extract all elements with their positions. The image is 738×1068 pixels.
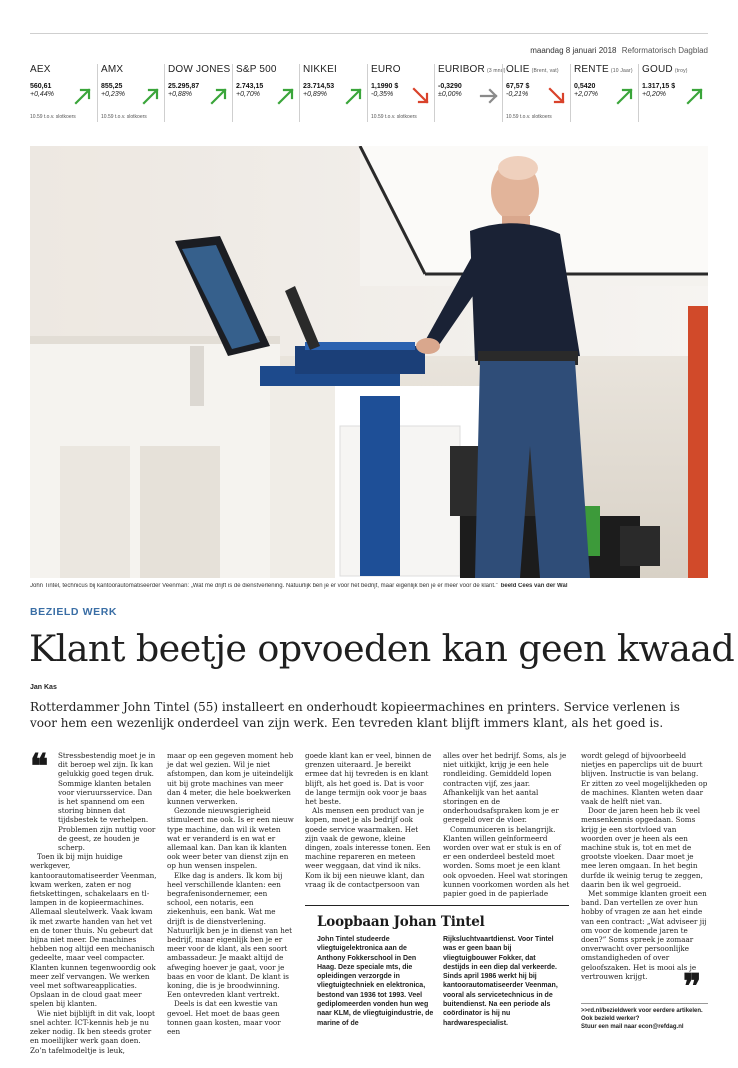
ticker-value: 0,5420	[574, 83, 596, 90]
headline: Klant beetje opvoeden kan geen kwaad	[29, 627, 735, 670]
paragraph: maar op een gegeven moment heb je dat wel gezien. Wil je niet afstompen, dan kom je uiteindelijk uit bij grote machines van meer dan 4 meter, die hele boekwerken kunnen verwerken.	[167, 751, 294, 807]
ticker-item	[638, 64, 708, 122]
ticker-change: +0,88%	[168, 91, 192, 98]
issue-date: maandag 8 januari 2018	[530, 46, 617, 55]
ticker-subtitle: (3 mnd)	[486, 68, 506, 74]
ticker-name-text: RENTE	[574, 64, 609, 75]
byline: Jan Kas	[30, 684, 57, 691]
ticker-item	[30, 64, 97, 122]
ticker-name-text: DOW JONES	[168, 64, 231, 75]
ticker-item	[367, 64, 434, 122]
paragraph: Stressbestendig moet je in dit beroep wel zijn. Ik kan gelukkig goed tegen druk. Sommige klanten betalen voor vieruursservice. Dan is het spannend om een storing binnen dat tijdsbestek te verhelpen. Problemen zijn nuttig voor de geest, ze houden je scherp.	[58, 751, 156, 853]
ticker-name	[236, 64, 279, 75]
paragraph: Gezonde nieuwsgierigheid stimuleert me ook. Is er een nieuw type machine, dan wil ik weten wat er veranderd is en wat er allemaal kan. Dan kan ik klanten ook weer beter van dienst zijn en op hun wensen inspelen.	[167, 806, 294, 871]
ticker-value: 23.714,53	[303, 83, 335, 90]
ticker-name	[101, 64, 125, 75]
arrow-up-icon	[615, 86, 635, 106]
ticker-name-text: OLIE	[506, 64, 530, 75]
paragraph: Met sommige klanten groeit een band. Dan vertellen ze over hun hobby of vragen ze aan het einde van een contract: „Wat adviseer jij om voor de komende jaren te doen?” Soms spreek je zomaar onverwacht over persoonlijke omstandigheden of over geloofszaken. Het is mooi als je vertrouwen krijgt.	[581, 889, 707, 981]
ticker-note: 10.59 t.o.v. slotkoers	[506, 114, 552, 120]
quote-close-icon: ❞	[683, 967, 702, 1007]
ticker-change: +0,70%	[236, 91, 260, 98]
footer-email[interactable]: Stuur een mail naar econ@refdag.nl	[581, 1024, 684, 1030]
paragraph: Wie niet bijblijft in dit vak, loopt snel achter. ICT-kennis heb je nu zeker nodig. Ik ben steeds groter en moeilijker werk gaan doen. Zo’n tafelmodeltje is leuk,	[30, 1008, 155, 1055]
top-rule	[30, 33, 708, 34]
article-column-2	[167, 751, 294, 1036]
ticker-value: 1,1990 $	[371, 83, 399, 90]
ticker-change: ±0,00%	[438, 91, 462, 98]
career-box-text-right: Rijksluchtvaartdienst. Voor Tintel was er geen baan bij vliegtuigbouwer Fokker, dat destijds in een diep dal verkeerde. Sinds april 1986 werkt hij bij kantoorautomatiseerder Veenman, vooral als servicetechnicus in de buitendienst. Na een periode als coördinator is hij nu hardwarespecialist.	[443, 936, 558, 1027]
paragraph: Door de jaren heen heb ik veel mensenkennis opgedaan. Soms krijg je een stortvloed van woorden over je heen als een machine stuk is, tot en met de grootste vloeken. Daar moet je mee leren omgaan. In het begin durfde ik weinig terug te zeggen, daarin ben ik wel gegroeid.	[581, 806, 703, 889]
ticker-item	[232, 64, 299, 122]
ticker-note: 10.59 t.o.v. slotkoers	[371, 114, 417, 120]
ticker-item	[97, 64, 164, 122]
ticker-name	[438, 64, 506, 75]
photo-credit: beeld Cees van der Wal	[500, 583, 568, 589]
ticker-name-text: AEX	[30, 64, 51, 75]
photo-caption	[30, 583, 708, 589]
ticker-name-text: S&P 500	[236, 64, 277, 75]
ticker-change: +2,07%	[574, 91, 598, 98]
career-box-text-left: John Tintel studeerde vliegtuigelektronica aan de Anthony Fokkerschool in Den Haag. Deze speciale mts, die opleidingen verzorgde in vliegtuigtechniek en elektronica, bestond van 1936 tot 1993. Veel gediplomeerden vonden hun weg naar KLM, de vliegtuigindustrie, de marine of de	[317, 936, 434, 1027]
article-intro: Rotterdammer John Tintel (55) installeert en onderhoudt kopieermachines en printers. Service verlenen is voor hem een wezenlijk onderdeel van zijn werk. Een tevreden klant blijft immers klant, als het goed is.	[30, 700, 680, 730]
paragraph: alles over het bedrijf. Soms, als je niet uitkijkt, krijg je een hele rondleiding. Gemiddeld lopen contracten vijf, zes jaar. Afhankelijk van het aantal storingen en de onderhoudsafspraken kom je er geregeld over de vloer.	[443, 751, 567, 825]
ticker-name-text: AMX	[101, 64, 124, 75]
caption-text: John Tintel, technicus bij kantoorautomatiseerder Veenman: „Wat me drijft is de dienstverlening. Natuurlijk ben je er voor het bedrijf, maar eigenlijk ben je er meer voor de klant.”	[30, 583, 498, 589]
arrow-down-icon	[547, 86, 567, 106]
ticker-item	[570, 64, 638, 122]
paragraph: Deels is dat een kwestie van gevoel. Het moet de baas geen tonnen gaan kosten, maar voor een	[167, 999, 281, 1037]
ticker-name	[506, 64, 559, 75]
ticker-value: 25.295,87	[168, 83, 200, 90]
ticker-value: 2.743,15	[236, 83, 264, 90]
ticker-change: +0,20%	[642, 91, 666, 98]
arrow-up-icon	[685, 86, 705, 106]
arrow-up-icon	[209, 86, 229, 106]
arrow-up-icon	[73, 86, 93, 106]
ticker-note: 10.59 t.o.v. slotkoers	[101, 114, 147, 120]
ticker-subtitle: (troy)	[674, 68, 688, 74]
paragraph: Communiceren is belangrijk. Klanten willen geïnformeerd worden over wat er stuk is en of er een onderdeel besteld moet worden. Soms moet je een klant ook opvoeden. Heel wat storingen kunnen voorkomen worden als het papier goed in de papierlade	[443, 824, 570, 899]
article-footer	[581, 1003, 708, 1031]
dateline	[530, 46, 708, 55]
ticker-subtitle: (Brent, vat)	[531, 68, 559, 74]
technician-at-copier-image	[30, 146, 708, 578]
section-rubric: BEZIELD WERK	[30, 606, 118, 618]
article-column-1	[30, 747, 157, 1055]
ticker-value: 67,57 $	[506, 83, 530, 90]
ticker-name-text: EURIBOR	[438, 64, 485, 75]
paragraph: goede klant kan er veel, binnen de grenzen uiteraard. Je bereikt ermee dat hij tevreden is en klant blijft, als het goed is. Dat is voor de lange termijn ook voor je baas het beste.	[305, 751, 432, 807]
paragraph: Elke dag is anders. Ik kom bij heel verschillende klanten: een begrafenisondernemer, een school, een notaris, een ziekenhuis, een bank. Wat me drijft is de dienstverlening. Natuurlijk ben je in dienst van het bedrijf, maar eigenlijk ben je er meer voor de klant, als een soort ambassadeur. Je maakt altijd de afweging hoever je gaat, voor je baas en voor de klant. De klant is koning, die is je broodwinning. Een ontevreden klant vertrekt.	[167, 870, 293, 1000]
ticker-note: 10.59 t.o.v. slotkoers	[30, 114, 76, 120]
ticker-change: +0,44%	[30, 91, 54, 98]
ticker-value: 1.317,15 $	[642, 83, 676, 90]
ticker-subtitle: (10 Jaar)	[610, 68, 633, 74]
career-box	[305, 905, 569, 1027]
ticker-name-text: EURO	[371, 64, 401, 75]
arrow-up-icon	[276, 86, 296, 106]
ticker-item	[502, 64, 570, 122]
footer-link[interactable]: >>rd.nl/bezieldwerk voor eerdere artikelen. Ook bezield werker?	[581, 1008, 703, 1022]
ticker-item	[164, 64, 232, 122]
ticker-name	[642, 64, 688, 75]
newspaper-name: Reformatorisch Dagblad	[621, 46, 708, 55]
article-photo	[30, 146, 708, 578]
article-column-4	[443, 751, 570, 898]
arrow-down-icon	[411, 86, 431, 106]
ticker-item	[434, 64, 506, 122]
ticker-name-text: GOUD	[642, 64, 673, 75]
ticker-name	[168, 64, 232, 75]
ticker-name	[30, 64, 53, 75]
ticker-item	[299, 64, 367, 122]
article-column-3	[305, 751, 432, 889]
ticker-value: -0,3290	[438, 83, 462, 90]
market-ticker	[30, 64, 708, 126]
arrow-up-icon	[141, 86, 161, 106]
career-box-title: Loopbaan Johan Tintel	[317, 914, 485, 930]
ticker-name	[371, 64, 403, 75]
ticker-value: 855,25	[101, 83, 123, 90]
arrow-flat-icon	[479, 86, 499, 106]
paragraph: Toen ik bij mijn huidige werkgever, kantoorautomatiseerder Veenman, kwam werken, zaten er nog fietskettingen, schakelaars en tl-lampen in de kopieermachines. Allemaal sleutelwerk. Vaak kwam ik met zwarte handen van het vet en de toner thuis. Nu gebeurt dat bijna niet meer. De machines hebben nog altijd een mechanisch gedeelte, maar veel compacter. Klanten kunnen tegenwoordig ook meer zelf vervangen. We werken veel met softwareapplicaties. Opslaan in de cloud gaat meer spelen bij klanten.	[30, 852, 157, 1009]
paragraph: Als mensen een product van je kopen, moet je als bedrijf ook goede service waarmaken. Het zijn vaak de gewone, kleine dingen, zoals interesse tonen. Een machine repareren en meteen weer weggaan, dat vind ik niks. Kom ik bij een nieuwe klant, dan vraag ik de contactpersoon van	[305, 806, 431, 889]
arrow-up-icon	[344, 86, 364, 106]
ticker-value: 560,61	[30, 83, 52, 90]
ticker-change: +0,23%	[101, 91, 125, 98]
paragraph: wordt gelegd of bijvoorbeeld nietjes en paperclips uit de buurt blijven. Instructie is van belang. Er zitten zo veel mogelijkheden op de machines. Klanten weten daar vaak de helft niet van.	[581, 751, 708, 807]
ticker-name-text: NIKKEI	[303, 64, 337, 75]
ticker-change: +0,89%	[303, 91, 327, 98]
article-column-5	[581, 751, 708, 981]
ticker-change: -0,21%	[506, 91, 529, 98]
ticker-change: -0,35%	[371, 91, 394, 98]
ticker-name	[303, 64, 339, 75]
quote-open-icon: ❝	[30, 747, 49, 787]
ticker-name	[574, 64, 633, 75]
